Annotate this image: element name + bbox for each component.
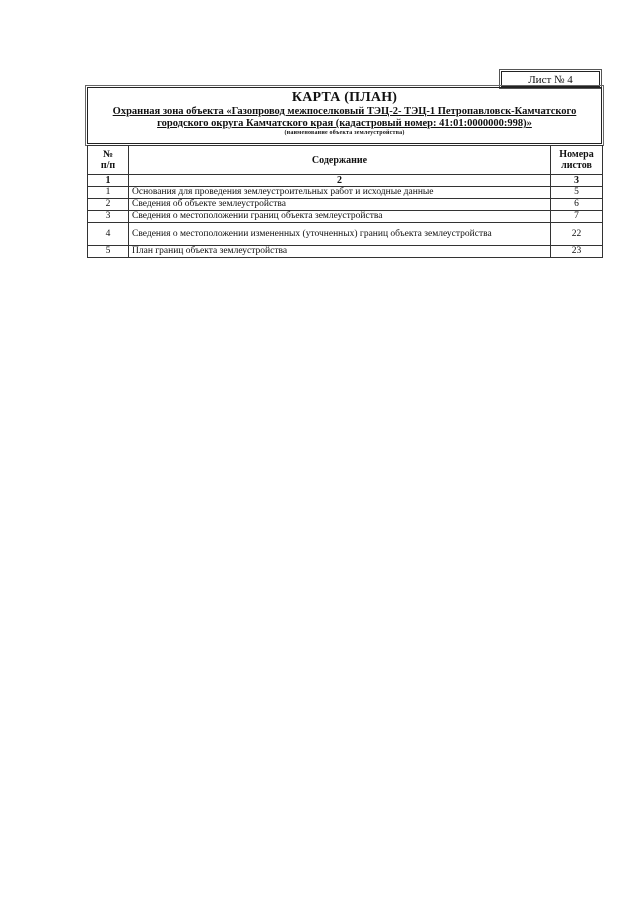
row-pages: 22 bbox=[551, 223, 603, 246]
row-pages: 7 bbox=[551, 211, 603, 223]
contents-table bbox=[87, 145, 603, 258]
table-row bbox=[88, 187, 603, 199]
row-content: Сведения о местоположении границ объекта землеустройства bbox=[129, 211, 551, 223]
table-row bbox=[88, 199, 603, 211]
column-index: 1 bbox=[88, 175, 129, 187]
row-number: 2 bbox=[88, 199, 129, 211]
column-index: 3 bbox=[551, 175, 603, 187]
object-name-line2: городского округа Камчатского края (кадастровый номер: 41:01:0000000:998)» bbox=[157, 118, 532, 129]
row-content: Сведения о местоположении измененных (уточненных) границ объекта землеустройства bbox=[129, 223, 551, 246]
header-pages: Номера листов bbox=[551, 146, 603, 175]
object-name bbox=[88, 106, 601, 130]
column-index-row bbox=[88, 175, 603, 187]
sheet-number-label: Лист № 4 bbox=[501, 71, 600, 87]
row-number: 1 bbox=[88, 187, 129, 199]
object-name-caption: (наименование объекта землеустройства) bbox=[284, 130, 405, 136]
table-row bbox=[88, 211, 603, 223]
row-pages: 6 bbox=[551, 199, 603, 211]
row-content: План границ объекта землеустройства bbox=[129, 246, 551, 258]
header-content: Содержание bbox=[129, 146, 551, 175]
table-row bbox=[88, 223, 603, 246]
header-number: № п/п bbox=[88, 146, 129, 175]
row-number: 4 bbox=[88, 223, 129, 246]
row-pages: 5 bbox=[551, 187, 603, 199]
row-pages: 23 bbox=[551, 246, 603, 258]
table-header-row bbox=[88, 146, 603, 175]
object-name-line1: Охранная зона объекта «Газопровод межпоселковый ТЭЦ-2- ТЭЦ-1 Петропавловск-Камчатского bbox=[112, 106, 577, 117]
row-number: 3 bbox=[88, 211, 129, 223]
row-content: Сведения об объекте землеустройства bbox=[129, 199, 551, 211]
row-number: 5 bbox=[88, 246, 129, 258]
table-row bbox=[88, 246, 603, 258]
document-title: КАРТА (ПЛАН) bbox=[291, 90, 398, 105]
document-header bbox=[87, 87, 602, 144]
column-index: 2 bbox=[129, 175, 551, 187]
row-content: Основания для проведения землеустроительных работ и исходные данные bbox=[129, 187, 551, 199]
